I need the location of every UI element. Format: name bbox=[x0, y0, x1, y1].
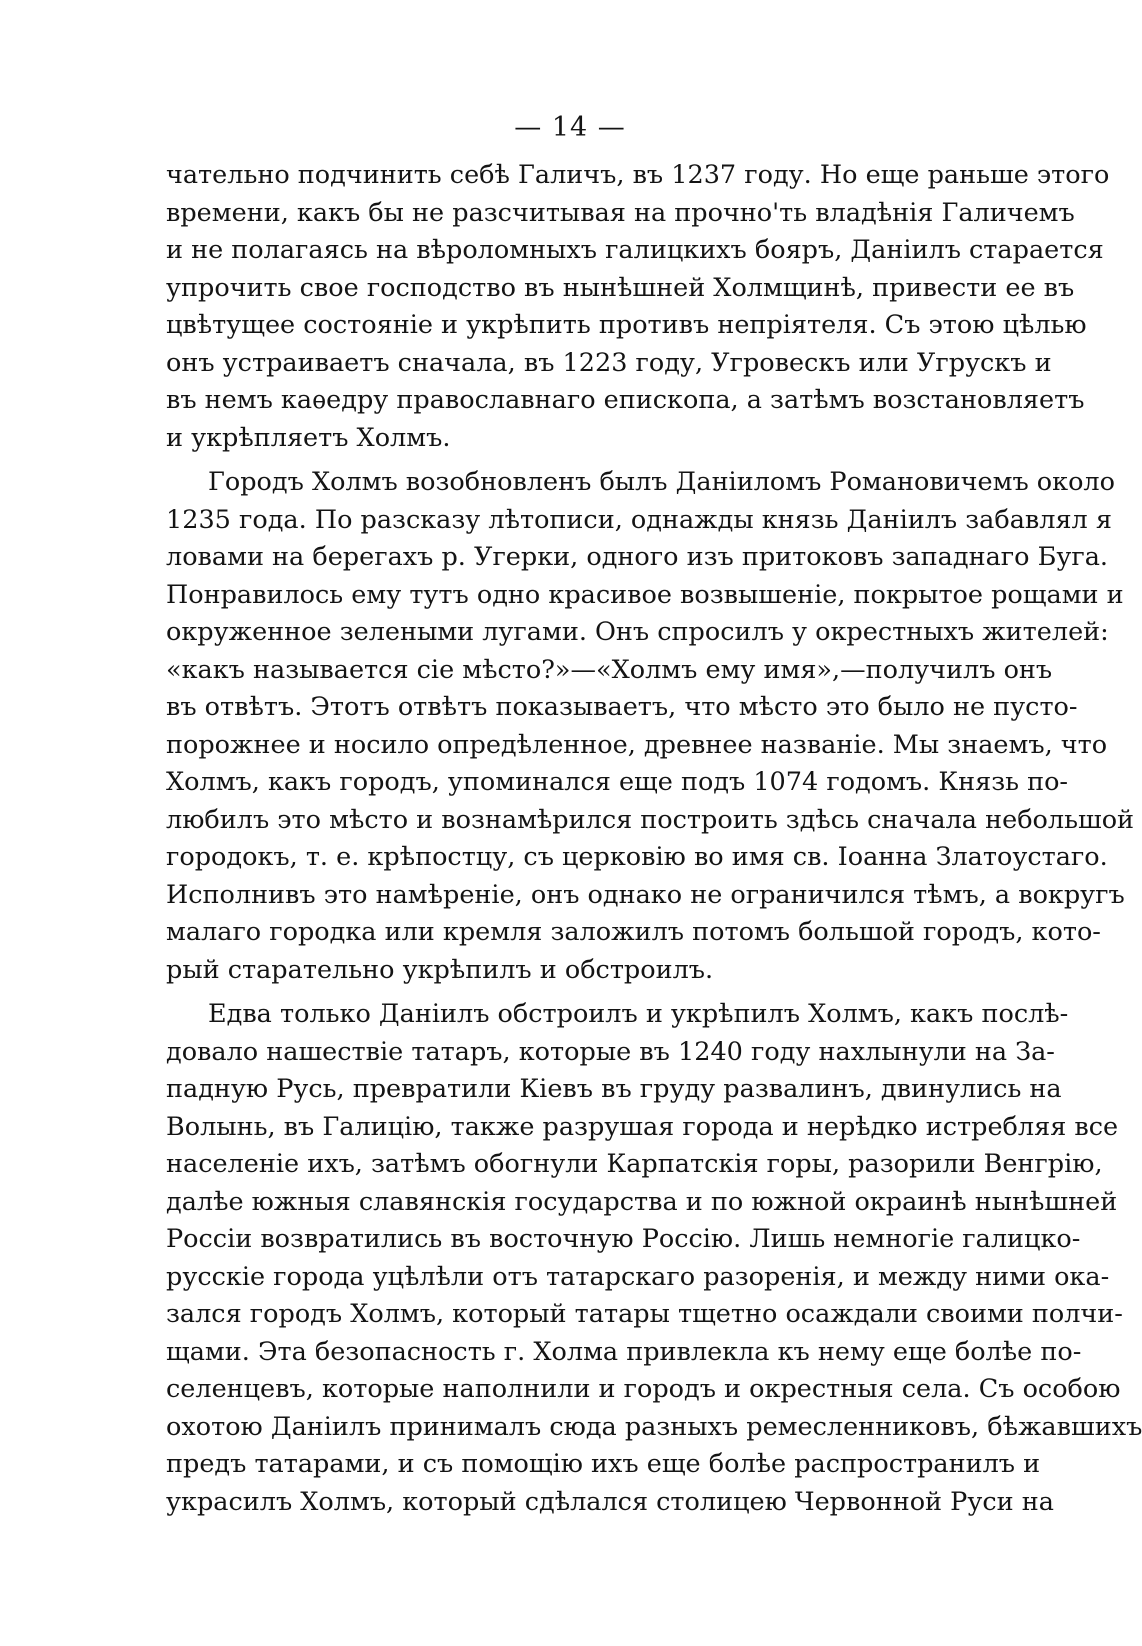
text-line: Волынь, въ Галицію, также разрушая города и нерѣдко истребляя все bbox=[166, 1111, 1119, 1142]
text-line: и не полагаясь на вѣроломныхъ галицкихъ бояръ, Даніилъ старается bbox=[166, 235, 1104, 265]
text-line: въ немъ каѳедру православнаго епископа, а затѣмъ возстановляетъ bbox=[166, 385, 1085, 415]
text-line: Россіи возвратились въ восточную Россію. Лишь немногіе галицко- bbox=[166, 1224, 1081, 1254]
text-line: ловами на берегахъ р. Угерки, одного изъ притоковъ западнаго Буга. bbox=[166, 542, 1109, 572]
text-line: окруженное зелеными лугами. Онъ спросилъ у окрестныхъ жителей: bbox=[166, 617, 1109, 647]
text-line: населеніе ихъ, затѣмъ обогнули Карпатскія горы, разорили Венгрію, bbox=[166, 1149, 1103, 1179]
text-line: цвѣтущее состояніе и укрѣпить противъ непріятеля. Съ этою цѣлью bbox=[166, 310, 1087, 340]
text-line: довало нашествіе татаръ, которые въ 1240 году нахлынули на За- bbox=[166, 1036, 1055, 1067]
text-line: 1235 года. По разсказу лѣтописи, однажды князь Даніилъ забавлял я bbox=[166, 504, 1112, 535]
text-line: Понравилось ему тутъ одно красивое возвышеніе, покрытое рощами и bbox=[166, 579, 1124, 610]
text-line: времени, какъ бы не разсчитывая на прочно'ть владѣнія Галичемъ bbox=[166, 197, 1075, 228]
page-number: — 14 — bbox=[514, 112, 626, 143]
text-line: селенцевъ, которые наполнили и городъ и окрестныя села. Съ особою bbox=[166, 1374, 1121, 1404]
text-line: падную Русь, превратили Кіевъ въ груду развалинъ, двинулись на bbox=[166, 1074, 1062, 1104]
text-line: далѣе южныя славянскія государства и по южной окраинѣ нынѣшней bbox=[166, 1186, 1118, 1217]
text-line: любилъ это мѣсто и вознамѣрился построить здѣсь сначала небольшой bbox=[166, 804, 1135, 835]
paragraph bbox=[166, 464, 1135, 989]
text-line: въ отвѣтъ. Этотъ отвѣтъ показываетъ, что мѣсто это было не пусто- bbox=[166, 692, 1078, 722]
text-line: Едва только Даніилъ обстроилъ и укрѣпилъ Холмъ, какъ послѣ- bbox=[208, 999, 1069, 1029]
text-line: порожнее и носило опредѣленное, древнее названіе. Мы знаемъ, что bbox=[166, 729, 1108, 760]
text-line: онъ устраиваетъ сначала, въ 1223 году, Угровескъ или Угрускъ и bbox=[166, 347, 1052, 378]
text-line: Исполнивъ это намѣреніе, онъ однако не ограничился тѣмъ, а вокругъ bbox=[166, 879, 1125, 910]
text-line: и укрѣпляетъ Холмъ. bbox=[166, 422, 451, 453]
paragraph bbox=[166, 996, 1142, 1521]
text-line: украсилъ Холмъ, который сдѣлался столицею Червонной Руси на bbox=[166, 1486, 1054, 1517]
text-line: щами. Эта безопасность г. Холма привлекла къ нему еще болѣе по- bbox=[166, 1336, 1082, 1367]
body-text bbox=[166, 157, 1142, 1521]
text-line: зался городъ Холмъ, который татары тщетно осаждали своими полчи- bbox=[166, 1299, 1123, 1329]
text-line: Холмъ, какъ городъ, упоминался еще подъ 1074 годомъ. Князь по- bbox=[166, 767, 1069, 797]
text-line: чательно подчинить себѣ Галичъ, въ 1237 году. Но еще раньше этого bbox=[166, 160, 1110, 190]
text-line: «какъ называется сіе мѣсто?»—«Холмъ ему имя»,—получилъ онъ bbox=[166, 654, 1053, 685]
text-line: предъ татарами, и съ помощію ихъ еще болѣе распространилъ и bbox=[166, 1449, 1041, 1479]
text-line: охотою Даніилъ принималъ сюда разныхъ ремесленниковъ, бѣжавшихъ bbox=[166, 1411, 1142, 1442]
text-line: городокъ, т. е. крѣпостцу, съ церковію во имя св. Іоанна Златоустаго. bbox=[166, 842, 1108, 872]
text-line: малаго городка или кремля заложилъ потомъ большой городъ, кото- bbox=[166, 917, 1101, 947]
text-line: Городъ Холмъ возобновленъ былъ Даніиломъ Романовичемъ около bbox=[208, 467, 1115, 497]
text-line: русскіе города уцѣлѣли отъ татарскаго разоренія, и между ними ока- bbox=[166, 1261, 1110, 1292]
paragraph bbox=[166, 157, 1110, 457]
text-line: упрочить свое господство въ нынѣшней Холмщинѣ, привести ее въ bbox=[166, 272, 1075, 303]
text-line: рый старательно укрѣпилъ и обстроилъ. bbox=[166, 954, 714, 985]
